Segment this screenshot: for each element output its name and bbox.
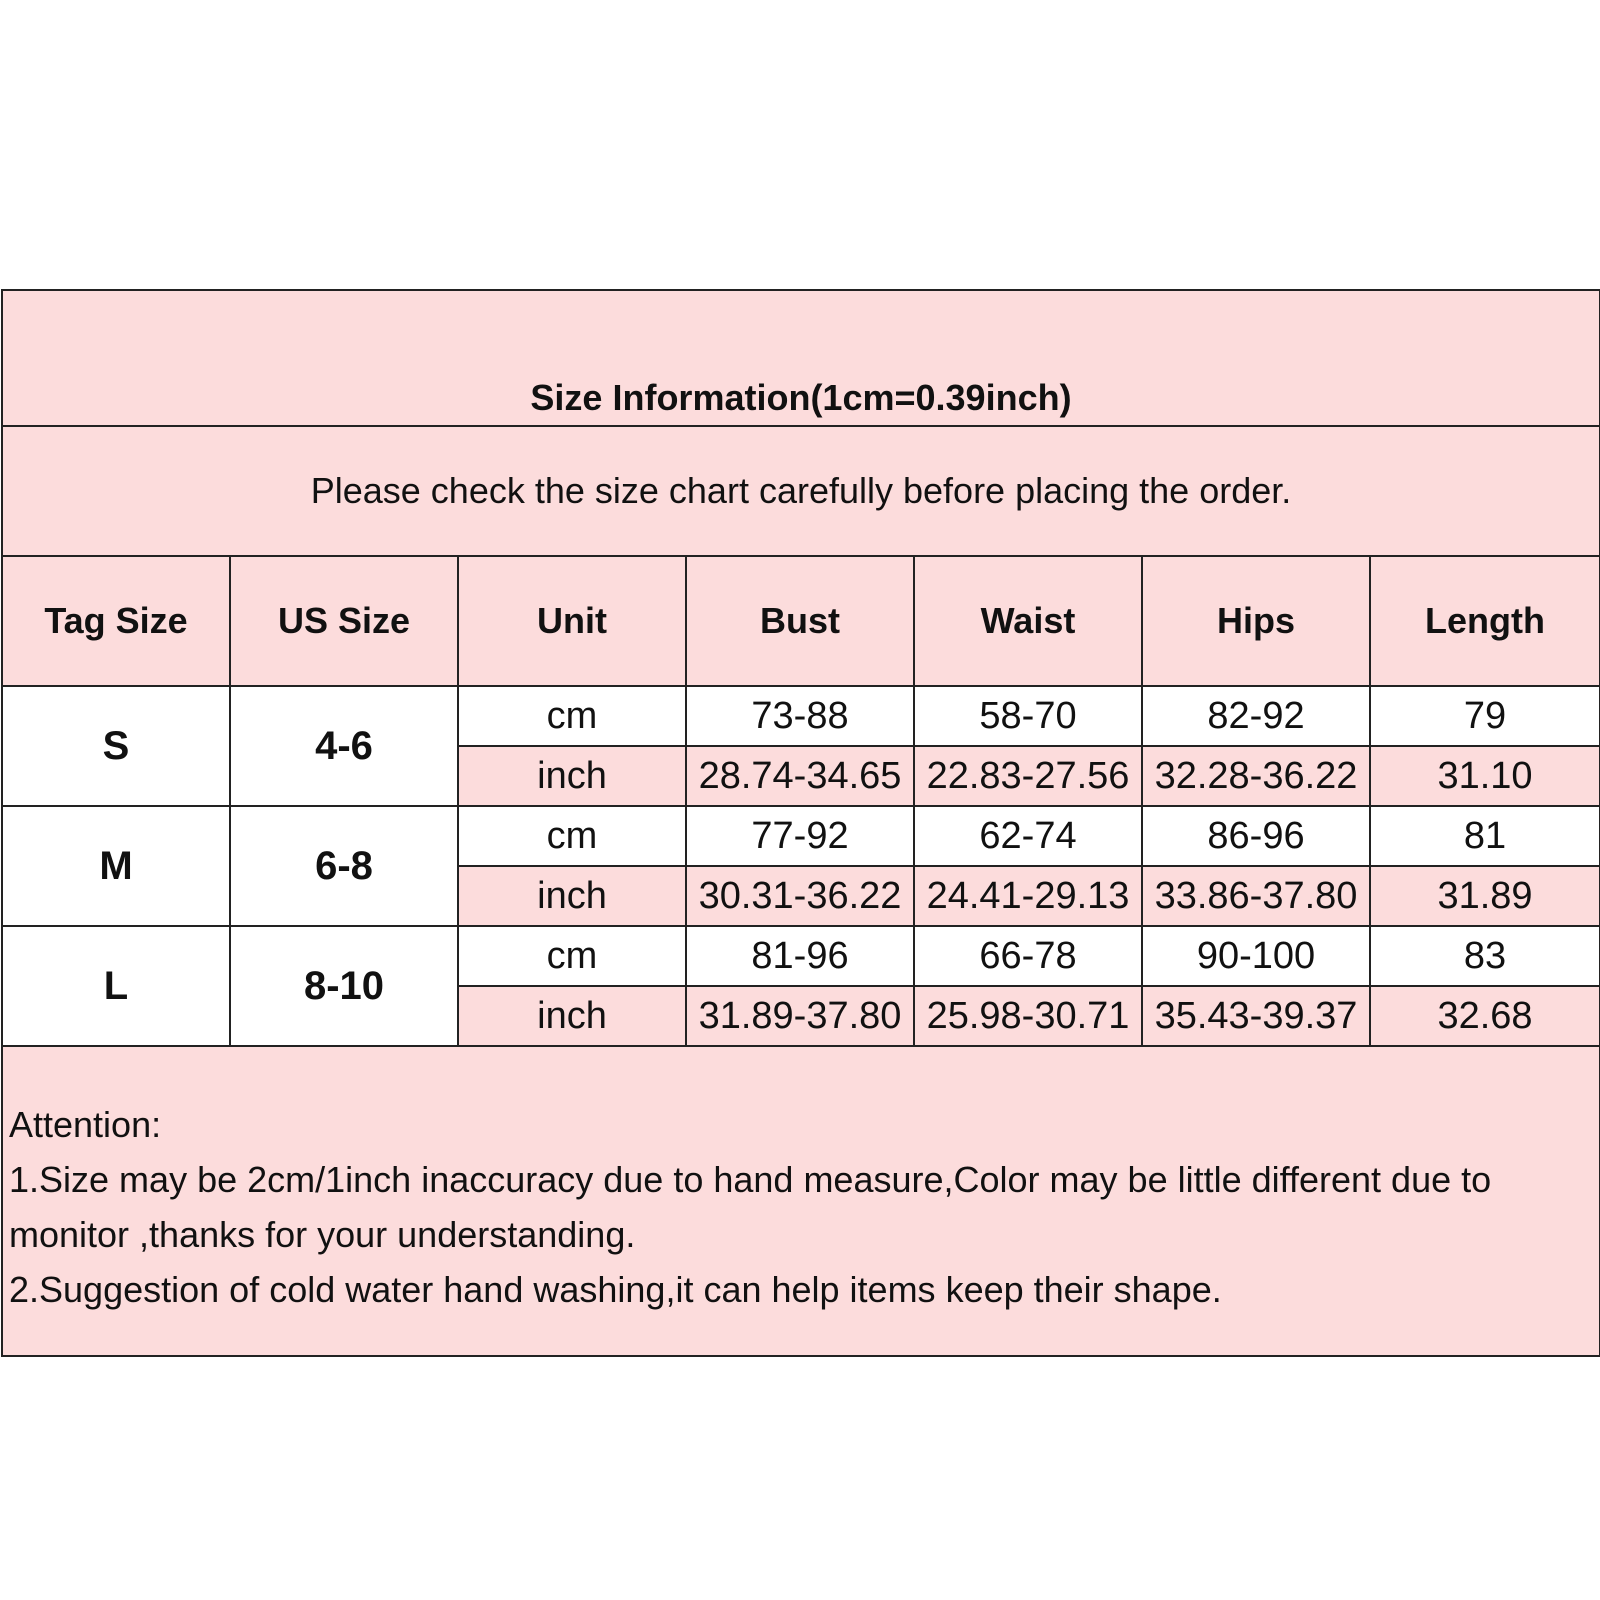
header-row <box>2 556 1600 686</box>
hips-cell: 82-92 <box>1142 686 1370 746</box>
header-length: Length <box>1370 556 1600 686</box>
hips-cell: 33.86-37.80 <box>1142 866 1370 926</box>
table-row <box>2 806 1600 866</box>
waist-cell: 58-70 <box>914 686 1142 746</box>
unit-cell: cm <box>458 686 686 746</box>
size-chart-table <box>1 289 1600 1357</box>
unit-cell: cm <box>458 806 686 866</box>
bust-cell: 77-92 <box>686 806 914 866</box>
table-row <box>2 926 1600 986</box>
length-cell: 31.89 <box>1370 866 1600 926</box>
waist-cell: 24.41-29.13 <box>914 866 1142 926</box>
header-tag-size: Tag Size <box>2 556 230 686</box>
header-unit: Unit <box>458 556 686 686</box>
unit-cell: inch <box>458 746 686 806</box>
header-us-size: US Size <box>230 556 458 686</box>
unit-cell: inch <box>458 986 686 1046</box>
length-cell: 32.68 <box>1370 986 1600 1046</box>
length-cell: 81 <box>1370 806 1600 866</box>
us-size-cell: 8-10 <box>230 926 458 1046</box>
unit-cell: inch <box>458 866 686 926</box>
length-cell: 31.10 <box>1370 746 1600 806</box>
unit-cell: cm <box>458 926 686 986</box>
attention-note-1: 1.Size may be 2cm/1inch inaccuracy due to hand measure,Color may be little different due to monitor ,thanks for your understanding. <box>9 1159 1492 1255</box>
bust-cell: 81-96 <box>686 926 914 986</box>
attention-note-2: 2.Suggestion of cold water hand washing,it can help items keep their shape. <box>9 1269 1222 1310</box>
chart-subtitle: Please check the size chart carefully before placing the order. <box>2 426 1600 556</box>
header-hips: Hips <box>1142 556 1370 686</box>
header-bust: Bust <box>686 556 914 686</box>
hips-cell: 35.43-39.37 <box>1142 986 1370 1046</box>
hips-cell: 32.28-36.22 <box>1142 746 1370 806</box>
hips-cell: 86-96 <box>1142 806 1370 866</box>
chart-title: Size Information(1cm=0.39inch) <box>2 290 1600 426</box>
bust-cell: 73-88 <box>686 686 914 746</box>
attention-heading: Attention: <box>9 1104 162 1145</box>
waist-cell: 25.98-30.71 <box>914 986 1142 1046</box>
waist-cell: 22.83-27.56 <box>914 746 1142 806</box>
tag-size-cell: M <box>2 806 230 926</box>
header-waist: Waist <box>914 556 1142 686</box>
bust-cell: 28.74-34.65 <box>686 746 914 806</box>
bust-cell: 30.31-36.22 <box>686 866 914 926</box>
tag-size-cell: L <box>2 926 230 1046</box>
length-cell: 83 <box>1370 926 1600 986</box>
length-cell: 79 <box>1370 686 1600 746</box>
waist-cell: 66-78 <box>914 926 1142 986</box>
attention-notes <box>2 1046 1600 1356</box>
table-row <box>2 686 1600 746</box>
us-size-cell: 6-8 <box>230 806 458 926</box>
tag-size-cell: S <box>2 686 230 806</box>
hips-cell: 90-100 <box>1142 926 1370 986</box>
waist-cell: 62-74 <box>914 806 1142 866</box>
us-size-cell: 4-6 <box>230 686 458 806</box>
bust-cell: 31.89-37.80 <box>686 986 914 1046</box>
